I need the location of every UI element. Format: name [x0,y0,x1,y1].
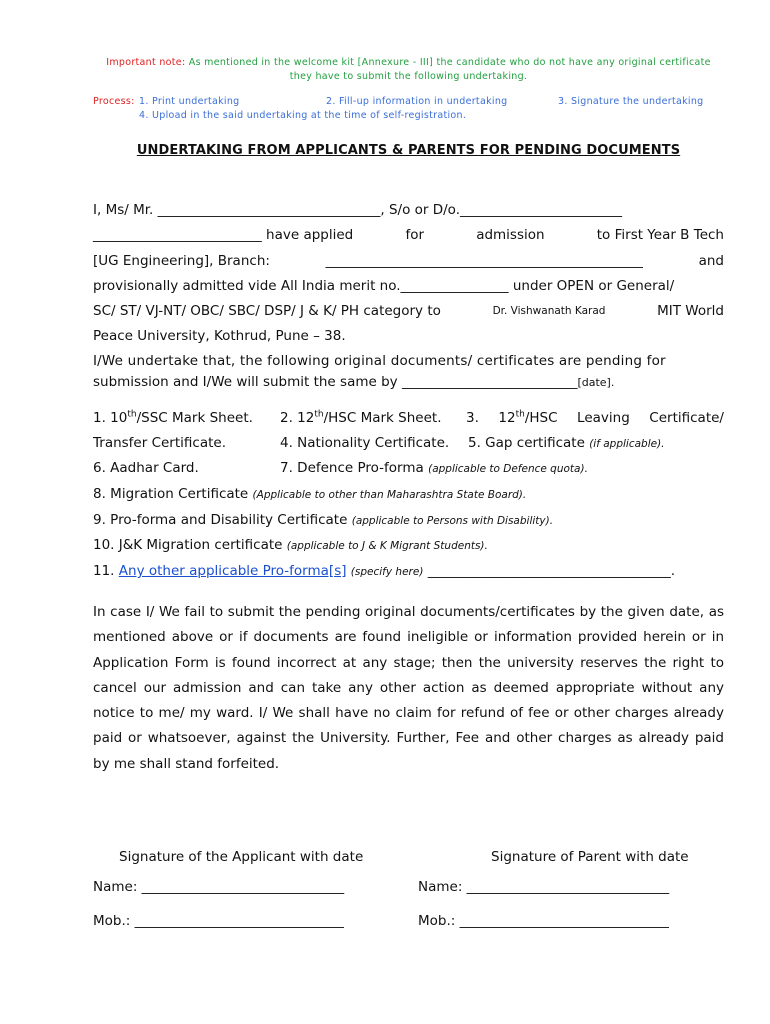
doc-leaving-12-num: 12 [498,410,516,426]
branch-blank: _______________________________________________ [325,253,643,269]
process-label: Process: [93,96,135,107]
doc-disability-text: 9. Pro-forma and Disability Certificate [93,512,348,528]
doc-leaving-cert: Certificate/ [649,410,724,426]
doc-ssc [93,410,253,426]
note-text-line2: they have to submit the following undertaking. [289,71,528,82]
and-text: and [698,253,724,269]
admission-text: admission [476,227,545,243]
university-name-part: MIT World [657,303,724,319]
doc-leaving-hsc: /HSC [524,410,558,426]
doc-other-blank: ____________________________________. [427,563,676,579]
doc-migration-text: 8. Migration Certificate [93,486,249,502]
note-label: Important note: [106,57,186,68]
doc-aadhar: 6. Aadhar Card. [93,460,199,476]
doc-jk-text: 10. J&K Migration certificate [93,537,283,553]
doc-jk-note: (applicable to J & K Migrant Students). [286,540,488,552]
doc-leaving-12 [498,410,557,426]
date-label: [date]. [577,376,615,389]
doc-gap [468,435,665,451]
doc-defence-text: 7. Defence Pro-forma [280,460,424,476]
process-step-1: 1. Print undertaking [139,96,240,107]
doc-jk-migration [93,537,724,553]
declaration-line-4: provisionally admitted vide All India merit no.________________ under OPEN or General/ [93,278,675,294]
course-text: to First Year B Tech [596,227,724,243]
doc-leaving-num: 3. [466,410,479,426]
parent-name-field: Name: ______________________________ [418,879,670,895]
process-instructions [93,95,724,123]
document-title: UNDERTAKING FROM APPLICANTS & PARENTS FOR PENDING DOCUMENTS [136,143,681,158]
declaration-line-6: Peace University, Kothrud, Pune – 38. [93,328,346,344]
doc-gap-text: 5. Gap certificate [468,435,585,451]
note-text-line1: As mentioned in the welcome kit [Annexure - III] the candidate who do not have any original certificate [188,57,711,68]
doc-defence-note: (applicable to Defence quota). [428,463,588,475]
doc-other [93,563,724,579]
doc-ssc-num: 1. 10 [93,410,128,426]
doc-hsc-num: 2. 12 [280,410,315,426]
doc-leaving [466,410,724,426]
parent-mobile-field: Mob.: _______________________________ [418,913,669,929]
process-step-4: 4. Upload in the said undertaking at the time of self-registration. [139,110,467,121]
doc-defence [280,460,588,476]
applicant-mobile-field: Mob.: _______________________________ [93,913,344,929]
doc-gap-note: (if applicable). [589,438,665,450]
declaration-line-8 [93,374,724,390]
doc-ssc-text: /SSC Mark Sheet. [136,410,253,426]
branch-label: [UG Engineering], Branch: [93,253,270,269]
declaration-line-5 [93,303,724,319]
doc-nationality: 4. Nationality Certificate. [280,435,450,451]
doc-transfer: Transfer Certificate. [93,435,226,451]
process-step-3: 3. Signature the undertaking [558,96,704,107]
doc-other-note: (specify here) [350,566,424,578]
important-note [93,56,724,84]
doc-hsc-text: /HSC Mark Sheet. [323,410,442,426]
process-step-2: 2. Fill-up information in undertaking [326,96,508,107]
parent-signature-label: Signature of Parent with date [491,849,689,865]
declaration-line-1: I, Ms/ Mr. _________________________________, S/o or D/o.________________________ [93,202,622,218]
doc-disability [93,512,724,528]
consequence-paragraph: In case I/ We fail to submit the pending original documents/certificates by the given date, as mentioned above or if documents are found ineligible or information provided herein or in Application Form is found incorrect at any stage; then the university reserves the right to cancel our admission and can take any other action as deemed appropriate without any notice to me/ my ward. I/ We shall have no claim for refund of fee or other charges already paid or whatsoever, against the University. Further, Fee and other charges as already paid by me shall stand forfeited. [93,604,724,772]
for-text: for [405,227,424,243]
other-proforma-link[interactable]: Any other applicable Pro-forma[s] [118,563,347,579]
applicant-name-field: Name: ______________________________ [93,879,345,895]
declaration-line-7: I/We undertake that, the following original documents/ certificates are pending for [93,353,666,369]
doc-hsc [280,410,441,426]
doc-migration-note: (Applicable to other than Maharashtra State Board). [252,489,527,501]
doc-ssc-sup: th [127,409,137,420]
doc-other-num: 11. [93,563,115,579]
doc-hsc-sup: th [314,409,324,420]
doc-leaving-sup: th [515,409,525,420]
doc-leaving-word: Leaving [577,410,630,426]
applicant-signature-label: Signature of the Applicant with date [119,849,364,865]
category-text: SC/ ST/ VJ-NT/ OBC/ SBC/ DSP/ J & K/ PH category to [93,303,441,319]
submission-text: submission and I/We will submit the same by __________________________ [93,374,578,390]
doc-disability-note: (applicable to Persons with Disability). [351,515,554,527]
founder-name: Dr. Vishwanath Karad [492,305,606,317]
doc-migration [93,486,724,502]
applied-text: _________________________ have applied [93,227,354,243]
declaration-line-3 [93,253,724,269]
declaration-line-2 [93,227,724,243]
